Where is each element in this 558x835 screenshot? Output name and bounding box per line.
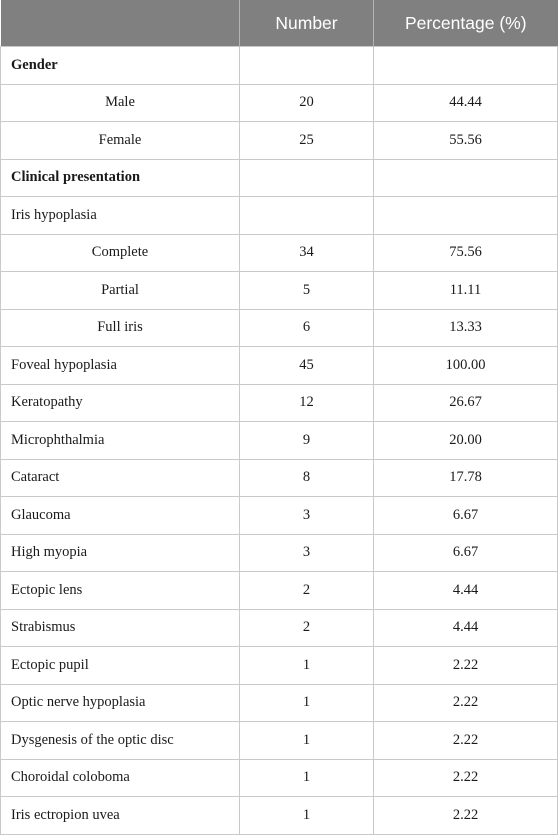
number-cell: 45 <box>240 347 374 385</box>
table-row <box>1 609 558 647</box>
number-cell <box>240 159 374 197</box>
number-cell: 34 <box>240 234 374 272</box>
header-cell-label <box>1 0 240 47</box>
number-cell: 6 <box>240 309 374 347</box>
row-label-cell: High myopia <box>1 534 240 572</box>
table-row <box>1 122 558 160</box>
section-heading-cell: Gender <box>1 47 240 85</box>
number-cell <box>240 47 374 85</box>
percentage-cell: 13.33 <box>374 309 558 347</box>
table-row <box>1 722 558 760</box>
percentage-cell: 2.22 <box>374 684 558 722</box>
percentage-cell: 2.22 <box>374 797 558 835</box>
number-cell: 1 <box>240 722 374 760</box>
percentage-cell: 75.56 <box>374 234 558 272</box>
percentage-cell: 100.00 <box>374 347 558 385</box>
percentage-cell: 2.22 <box>374 722 558 760</box>
row-label-cell: Ectopic lens <box>1 572 240 610</box>
table-row <box>1 47 558 85</box>
percentage-cell: 4.44 <box>374 572 558 610</box>
number-cell: 25 <box>240 122 374 160</box>
percentage-cell <box>374 47 558 85</box>
row-label-cell: Partial <box>1 272 240 310</box>
number-cell: 12 <box>240 384 374 422</box>
table-row <box>1 459 558 497</box>
header-cell-number: Number <box>240 0 374 47</box>
number-cell: 1 <box>240 797 374 835</box>
row-label-cell: Ectopic pupil <box>1 647 240 685</box>
percentage-cell: 55.56 <box>374 122 558 160</box>
row-label-cell: Glaucoma <box>1 497 240 535</box>
number-cell: 9 <box>240 422 374 460</box>
percentage-cell: 2.22 <box>374 759 558 797</box>
row-label-cell: Foveal hypoplasia <box>1 347 240 385</box>
percentage-cell: 20.00 <box>374 422 558 460</box>
percentage-cell: 26.67 <box>374 384 558 422</box>
table-row <box>1 572 558 610</box>
percentage-cell: 6.67 <box>374 534 558 572</box>
percentage-cell <box>374 159 558 197</box>
row-label-cell: Dysgenesis of the optic disc <box>1 722 240 760</box>
row-label-cell: Iris hypoplasia <box>1 197 240 235</box>
percentage-cell: 17.78 <box>374 459 558 497</box>
percentage-cell: 11.11 <box>374 272 558 310</box>
row-label-cell: Female <box>1 122 240 160</box>
number-cell: 20 <box>240 84 374 122</box>
percentage-cell: 44.44 <box>374 84 558 122</box>
row-label-cell: Strabismus <box>1 609 240 647</box>
percentage-cell <box>374 197 558 235</box>
table-row <box>1 647 558 685</box>
table-body <box>1 47 558 835</box>
percentage-cell: 2.22 <box>374 647 558 685</box>
number-cell: 5 <box>240 272 374 310</box>
number-cell: 3 <box>240 534 374 572</box>
number-cell: 2 <box>240 572 374 610</box>
row-label-cell: Microphthalmia <box>1 422 240 460</box>
row-label-cell: Full iris <box>1 309 240 347</box>
row-label-cell: Male <box>1 84 240 122</box>
table-row <box>1 234 558 272</box>
number-cell: 1 <box>240 647 374 685</box>
section-heading-cell: Clinical presentation <box>1 159 240 197</box>
table-header <box>1 0 558 47</box>
row-label-cell: Keratopathy <box>1 384 240 422</box>
table-row <box>1 159 558 197</box>
table-row <box>1 759 558 797</box>
table-row <box>1 84 558 122</box>
row-label-cell: Optic nerve hypoplasia <box>1 684 240 722</box>
table-row <box>1 272 558 310</box>
number-cell: 8 <box>240 459 374 497</box>
table-row <box>1 534 558 572</box>
number-cell <box>240 197 374 235</box>
header-row <box>1 0 558 47</box>
table-row <box>1 309 558 347</box>
row-label-cell: Cataract <box>1 459 240 497</box>
row-label-cell: Complete <box>1 234 240 272</box>
number-cell: 2 <box>240 609 374 647</box>
row-label-cell: Iris ectropion uvea <box>1 797 240 835</box>
table-row <box>1 197 558 235</box>
table-row <box>1 497 558 535</box>
header-cell-percentage: Percentage (%) <box>374 0 558 47</box>
table-row <box>1 384 558 422</box>
table-row <box>1 684 558 722</box>
row-label-cell: Choroidal coloboma <box>1 759 240 797</box>
percentage-cell: 6.67 <box>374 497 558 535</box>
number-cell: 1 <box>240 759 374 797</box>
percentage-cell: 4.44 <box>374 609 558 647</box>
table-row <box>1 797 558 835</box>
number-cell: 3 <box>240 497 374 535</box>
number-cell: 1 <box>240 684 374 722</box>
table-row <box>1 422 558 460</box>
table-row <box>1 347 558 385</box>
